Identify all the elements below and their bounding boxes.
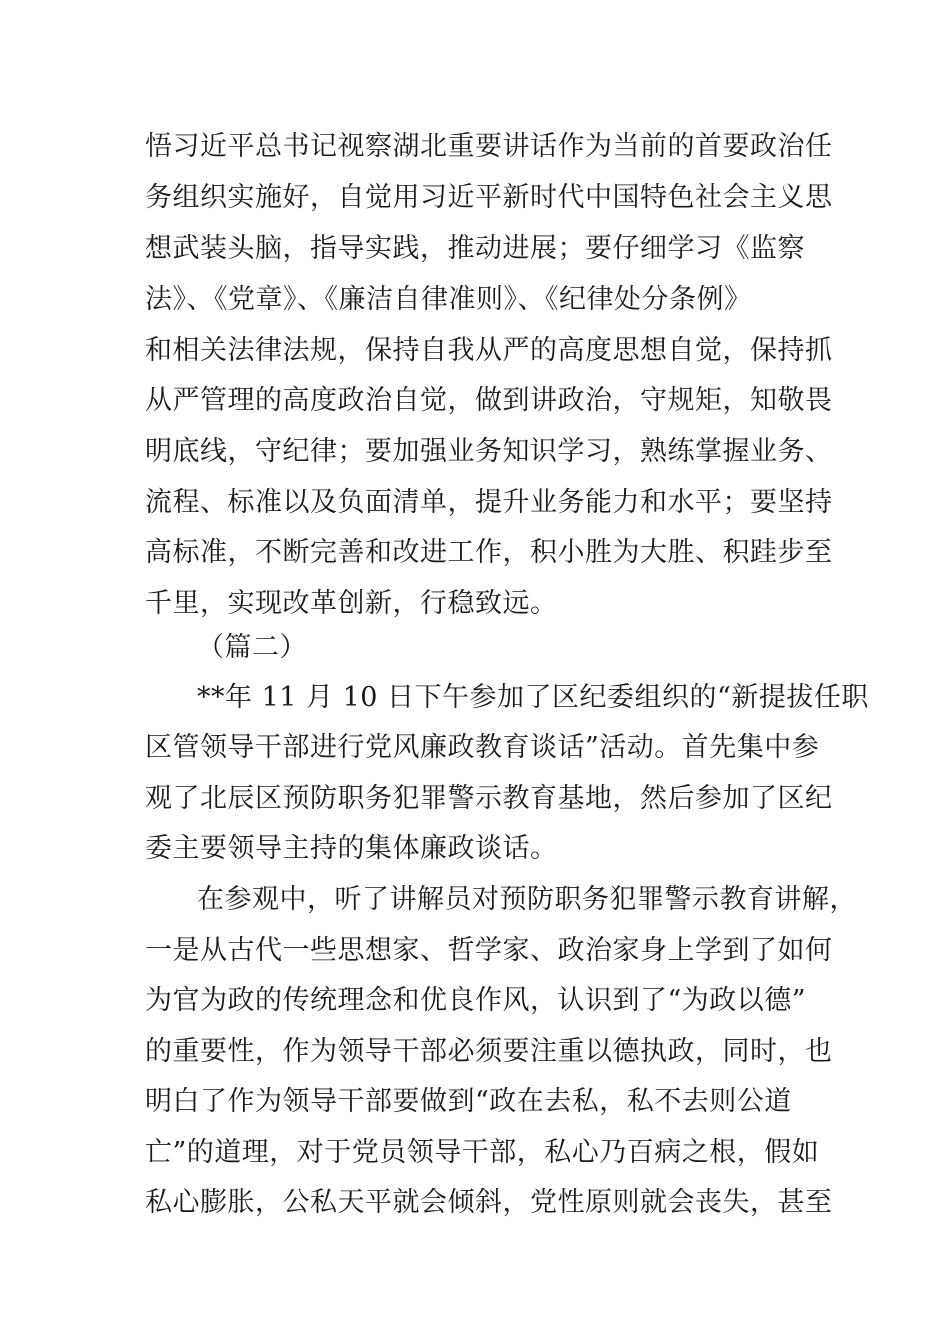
section-heading: （篇二） — [197, 632, 307, 663]
text-line: 明白了作为领导干部要做到“政在去私，私不去则公道 — [145, 1086, 792, 1117]
text-line: 为官为政的传统理念和优良作风，认识到了“为政以德” — [145, 985, 807, 1016]
text-line: 亡”的道理，对于党员领导干部，私心乃百病之根，假如 — [145, 1137, 820, 1168]
text-line: 区管领导干部进行党风廉政教育谈话”活动。首先集中参 — [145, 732, 820, 763]
text-line: 明底线，守纪律；要加强业务知识学习，熟练掌握业务、 — [145, 436, 833, 467]
text-line: 流程、标准以及负面清单，提升业务能力和水平；要坚持 — [145, 487, 833, 518]
paragraph-first-line: **年 11 月 10 日下午参加了区纪委组织的“新提拔任职 — [197, 682, 869, 713]
text-line: 的重要性，作为领导干部必须要注重以德执政，同时，也 — [145, 1036, 833, 1067]
text-line: 务组织实施好，自觉用习近平新时代中国特色社会主义思 — [145, 182, 833, 213]
text-line: 千里，实现改革创新，行稳致远。 — [145, 588, 558, 619]
text-line: 私心膨胀，公私天平就会倾斜，党性原则就会丧失，甚至 — [145, 1187, 833, 1218]
text-line: 一是从古代一些思想家、哲学家、政治家身上学到了如何 — [145, 935, 833, 966]
paragraph-first-line: 在参观中，听了讲解员对预防职务犯罪警示教育讲解， — [197, 884, 857, 915]
text-line: 委主要领导主持的集体廉政谈话。 — [145, 833, 558, 864]
text-line: 想武装头脑，指导实践，推动进展；要仔细学习《监察 — [145, 233, 805, 264]
text-line: 高标准，不断完善和改进工作，积小胜为大胜、积跬步至 — [145, 537, 833, 568]
text-line: 法》、《党章》、《廉洁自律准则》、《纪律处分条例》 — [145, 284, 752, 315]
text-line: 观了北辰区预防职务犯罪警示教育基地，然后参加了区纪 — [145, 783, 833, 814]
text-line: 和相关法律法规，保持自我从严的高度思想自觉，保持抓 — [145, 335, 833, 366]
text-line: 从严管理的高度政治自觉，做到讲政治，守规矩，知敬畏 — [145, 385, 833, 416]
text-line: 悟习近平总书记视察湖北重要讲话作为当前的首要政治任 — [145, 131, 833, 162]
